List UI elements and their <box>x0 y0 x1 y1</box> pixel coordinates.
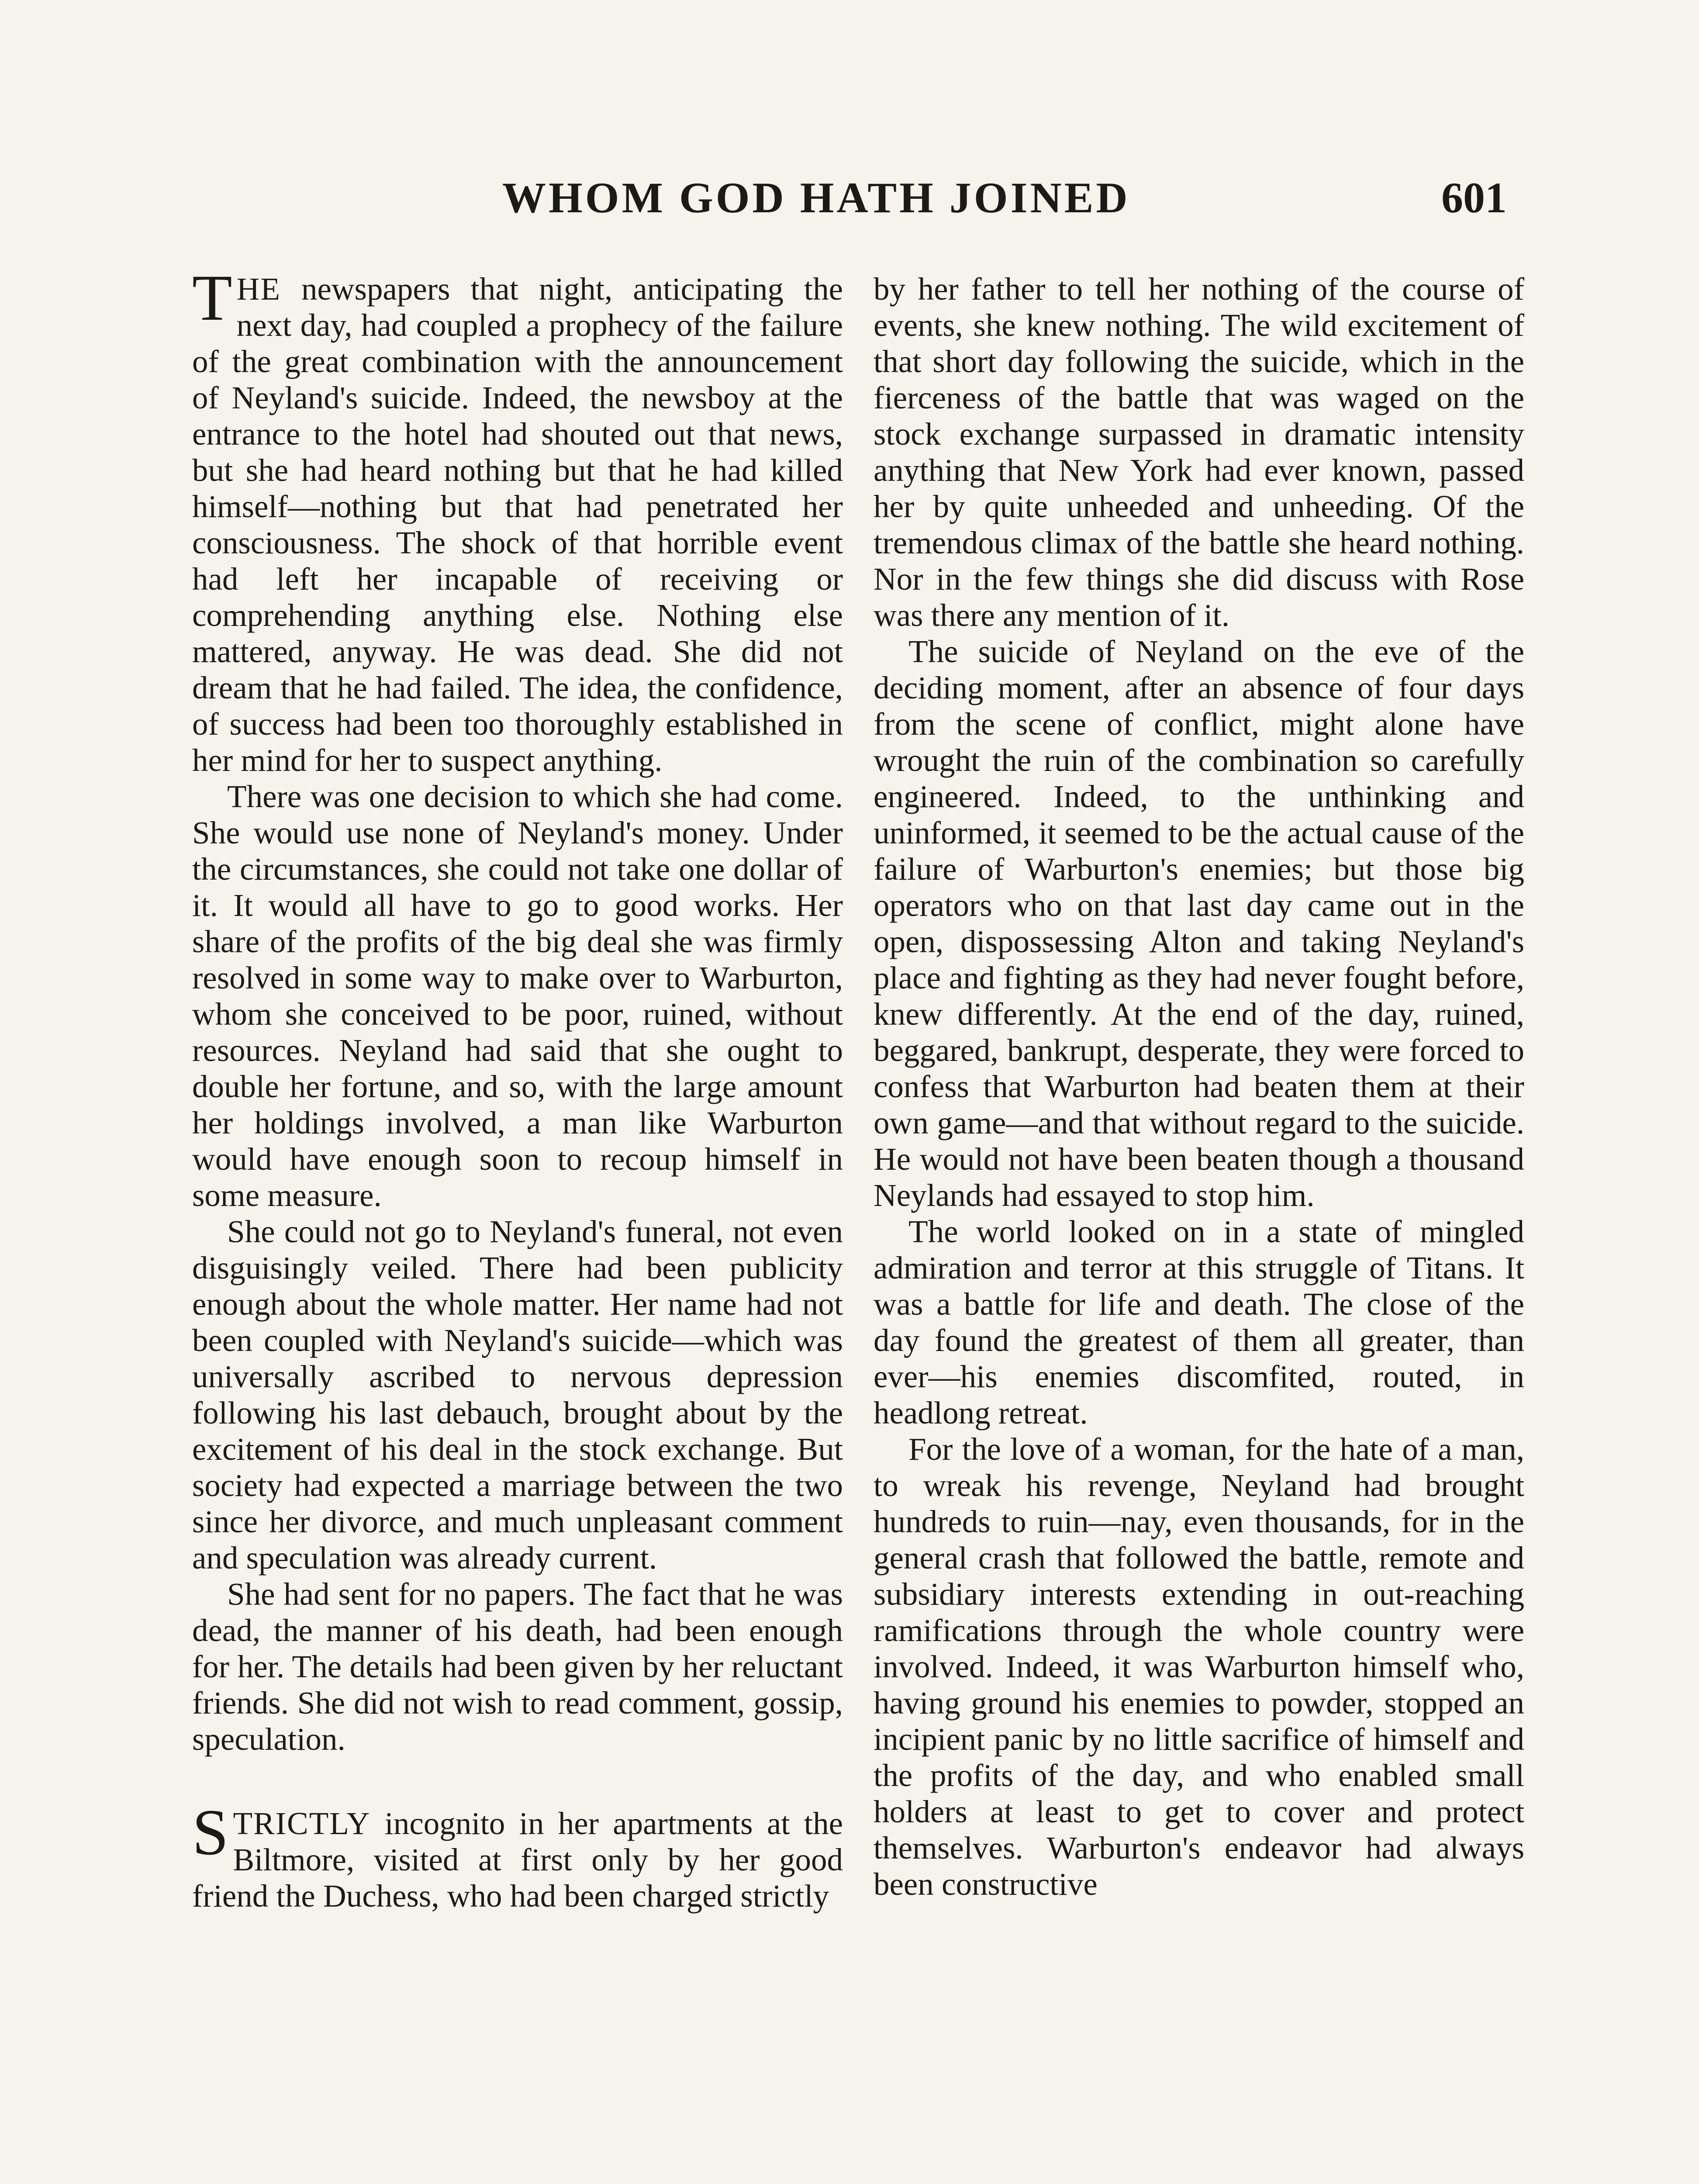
paragraph: There was one decision to which she had come. She would use none of Neyland's money. Under the circumstances, she could not take one dollar of it. It would all have to go to good works. Her share of the profits of the big deal she was firmly resolved in some way to make over to Warburton, whom she conceived to be poor, ruined, without resources. Neyland had said that she ought to double her fortune, and so, with the large amount her holdings involved, a man like Warburton would have enough soon to recoup himself in some measure. <box>192 779 843 1213</box>
right-column <box>874 271 1524 1902</box>
paragraph: by her father to tell her nothing of the course of events, she knew nothing. The wild excitement of that short day following the suicide, which in the fierceness of the battle that was waged on the stock exchange surpassed in dramatic intensity anything that New York had ever known, passed her by quite unheeded and unheeding. Of the tremendous climax of the battle she heard nothing. Nor in the few things she did discuss with Rose was there any mention of it. <box>874 271 1524 633</box>
paragraph: The world looked on in a state of mingled admiration and terror at this struggle of Titans. It was a battle for life and death. The close of the day found the greatest of them all greater, than ever—his enemies discomfited, routed, in headlong retreat. <box>874 1214 1524 1431</box>
drop-cap: T <box>192 262 232 334</box>
paragraph-text: newspapers that night, anticipating the next day, had coupled a prophecy of the failure of the great combination with the announcement of Neyland's suicide. Indeed, the newsboy at the entrance to the hotel had shouted out that news, but she had heard nothing but that he had killed himself—nothing but that had penetrated her consciousness. The shock of that horrible event had left her incapable of receiving or comprehending anything else. Nothing else mattered, anyway. He was dead. She did not dream that he had failed. The idea, the confidence, of success had been too thoroughly established in her mind for her to suspect anything. <box>192 271 843 778</box>
paragraph: For the love of a woman, for the hate of a man, to wreak his revenge, Neyland had brought hundreds to ruin—nay, even thousands, for in the general crash that followed the battle, remote and subsidiary interests extending in out-reaching ramifications through the whole country were involved. Indeed, it was Warburton himself who, having ground his enemies to powder, stopped an incipient panic by no little sacrifice of himself and the profits of the day, and who enabled small holders at least to get to cover and protect themselves. Warburton's endeavor had always been constructive <box>874 1431 1524 1902</box>
paragraph: The suicide of Neyland on the eve of the deciding moment, after an absence of four days from the scene of conflict, might alone have wrought the ruin of the combination so carefully engineered. Indeed, to the unthinking and uninformed, it seemed to be the actual cause of the failure of Warburton's enemies; but those big operators who on that last day came out in the open, dispossessing Alton and taking Neyland's place and fighting as they had never fought before, knew differently. At the end of the day, ruined, beggared, bankrupt, desperate, they were forced to confess that Warburton had beaten them at their own game—and that without regard to the suicide. He would not have been beaten though a thousand Neylands had essayed to stop him. <box>874 634 1524 1213</box>
paragraph: She had sent for no papers. The fact that he was dead, the manner of his death, had been enough for her. The details had been given by her reluctant friends. She did not wish to read comment, gossip, speculation. <box>192 1576 843 1757</box>
drop-cap: S <box>192 1796 229 1869</box>
opening-word: TRICTLY <box>233 1806 371 1841</box>
paragraph <box>192 1796 843 1914</box>
page-number: 601 <box>1441 173 1507 222</box>
paragraph: She could not go to Neyland's funeral, not even disguisingly veiled. There had been publicity enough about the whole matter. Her name had not been coupled with Neyland's suicide—which was universally ascribed to nervous depression following his last debauch, brought about by the excitement of his deal in the stock exchange. But society had expected a marriage between the two since her divorce, and much unpleasant comment and speculation was already current. <box>192 1214 843 1576</box>
paragraph <box>192 262 843 778</box>
opening-word: HE <box>236 271 281 307</box>
left-column <box>192 262 843 1914</box>
paragraph-text: incognito in her apartments at the Biltmore, visited at first only by her good friend the Duchess, who had been charged strictly <box>192 1806 843 1914</box>
running-title: WHOM GOD HATH JOINED <box>502 173 1130 222</box>
